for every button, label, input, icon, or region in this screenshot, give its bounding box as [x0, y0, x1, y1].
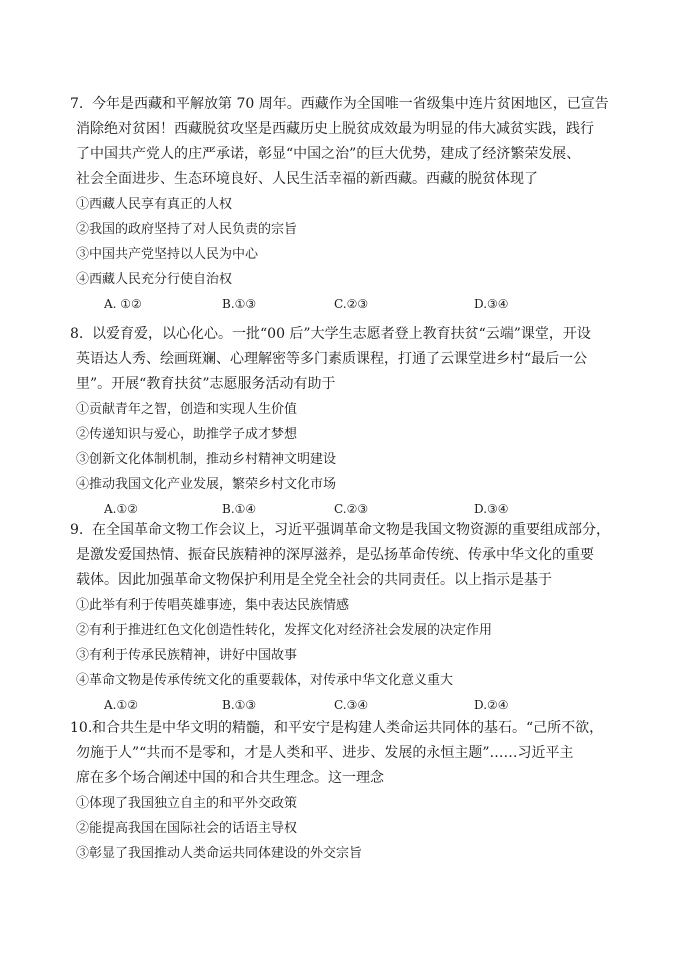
statement-option: ③彰显了我国推动人类命运共同体建设的外交宗旨 [76, 846, 363, 861]
answer-choices [70, 292, 630, 317]
statement-option: ①体现了我国独立自主的和平外交政策 [76, 796, 298, 811]
choice-d: D.②④ [474, 698, 509, 712]
choice-d: D.③④ [474, 297, 509, 311]
statement-option: ④革命文物是传承传统文化的重要载体，对传承中华文化意义重大 [76, 673, 454, 688]
choice-c: C.②③ [334, 297, 369, 311]
question-8 [70, 322, 630, 522]
answer-choices [70, 693, 630, 718]
question-stem-line: 载体。因此加强革命文物保护利用是全党全社会的共同责任。以上指示是基于 [76, 572, 552, 588]
question-stem-line: 和合共生是中华文明的精髓，和平安宁是构建人类命运共同体的基石。“己所不欲， [92, 720, 604, 736]
question-stem-line: 席在多个场合阐述中国的和合共生理念。这一理念 [76, 770, 384, 786]
choice-c: C.③④ [334, 698, 369, 712]
question-stem-line: 勿施于人”“共而不是零和，才是人类和平、进步、发展的永恒主题”……习近平主 [76, 745, 574, 761]
question-stem-line: 是激发爱国热情、振奋民族精神的深厚滋养，是弘扬革命传统、传承中华文化的重要 [76, 547, 594, 563]
statement-option: ①贡献青年之智，创造和实现人生价值 [76, 402, 298, 417]
question-stem-line: 英语达人秀、绘画斑斓、心理解密等多门素质课程，打通了云课堂进乡村“最后一公 [76, 351, 588, 367]
statement-option: ②有利于推进红色文化创造性转化，发挥文化对经济社会发展的决定作用 [76, 623, 493, 638]
question-stem-line: 消除绝对贫困！西藏脱贫攻坚是西藏历史上脱贫成效最为明显的伟大减贫实践，践行 [76, 121, 594, 137]
question-stem-line: 在全国革命文物工作会议上，习近平强调革命文物是我国文物资源的重要组成部分， [92, 522, 610, 538]
choice-a: A.①② [104, 502, 138, 516]
statement-option: ④西藏人民充分行使自治权 [76, 272, 233, 287]
question-stem-line: 了中国共产党人的庄严承诺，彰显“中国之治”的巨大优势，建成了经济繁荣发展、 [76, 146, 581, 162]
statement-option: ③有利于传承民族精神，讲好中国故事 [76, 648, 298, 663]
question-stem-line: 以爱育爱，以心化心。一批“00 后”大学生志愿者登上教育扶贫“云端”课堂，开设 [92, 326, 591, 342]
question-number: 8. [70, 326, 84, 342]
question-7 [70, 92, 630, 317]
choice-a: A. ①② [104, 297, 142, 311]
question-number: 9. [70, 522, 84, 538]
choice-b: B.①③ [222, 698, 257, 712]
question-10 [70, 716, 630, 866]
statement-option: ④推动我国文化产业发展，繁荣乡村文化市场 [76, 477, 337, 492]
question-number: 7. [70, 96, 84, 112]
choice-b: B.①④ [222, 502, 257, 516]
statement-option: ③中国共产党坚持以人民为中心 [76, 247, 259, 262]
question-line [70, 92, 630, 117]
choice-c: C.②③ [334, 502, 369, 516]
statement-option: ③创新文化体制机制，推动乡村精神文明建设 [76, 452, 337, 467]
question-stem-line: 里”。开展“教育扶贫”志愿服务活动有助于 [76, 376, 336, 392]
question-stem-line: 今年是西藏和平解放第 70 周年。西藏作为全国唯一省级集中连片贫困地区，已宣告 [92, 96, 609, 112]
statement-option: ②传递知识与爱心，助推学子成才梦想 [76, 427, 298, 442]
statement-option: ①西藏人民享有真正的人权 [76, 197, 233, 212]
statement-option: ①此举有利于传唱英雄事迹，集中表达民族情感 [76, 598, 350, 613]
statement-option: ②能提高我国在国际社会的话语主导权 [76, 821, 298, 836]
question-number: 10. [70, 720, 93, 736]
choice-d: D.③④ [474, 502, 509, 516]
statement-option: ②我国的政府坚持了对人民负责的宗旨 [76, 222, 298, 237]
choice-b: B.①③ [222, 297, 257, 311]
choice-a: A.①② [104, 698, 138, 712]
question-9 [70, 518, 630, 718]
question-stem-line: 社会全面进步、生态环境良好、人民生活幸福的新西藏。西藏的脱贫体现了 [76, 171, 538, 187]
